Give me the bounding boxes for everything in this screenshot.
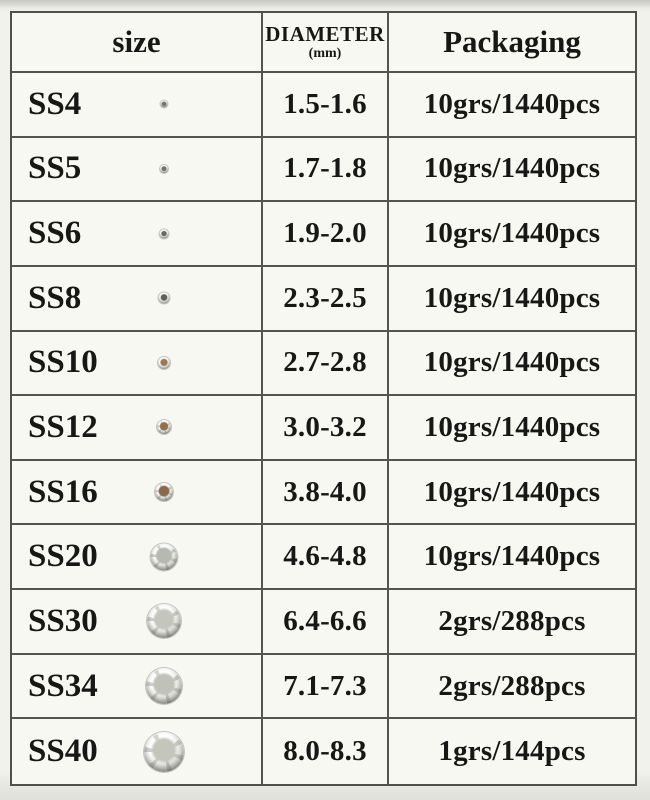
column-header-diameter-unit: (mm): [308, 45, 342, 61]
diameter-value: 6.4-6.6: [283, 604, 367, 637]
table-row-ss6-diameter-cell: [263, 202, 389, 267]
table-row-ss30-size-cell: [12, 590, 263, 655]
size-label: SS40: [28, 733, 98, 770]
table-row-ss40-packaging-cell: [389, 719, 635, 784]
diameter-value: 2.7-2.8: [283, 346, 367, 379]
table-row-ss20-diameter-cell: [263, 525, 389, 590]
diameter-value: 7.1-7.3: [283, 669, 367, 702]
rhinestone-icon: [160, 229, 169, 238]
table-row-ss20-size-cell: [12, 525, 263, 590]
column-header-size-label: size: [112, 24, 161, 59]
rhinestone-icon: [146, 668, 182, 704]
column-header-packaging: [389, 13, 635, 73]
table-row-ss8-packaging-cell: [389, 267, 635, 332]
size-label: SS12: [28, 408, 98, 445]
rhinestone-icon: [158, 357, 170, 369]
diameter-value: 2.3-2.5: [283, 281, 367, 314]
table-row-ss12-packaging-cell: [389, 396, 635, 461]
table-row-ss8-size-cell: [12, 267, 263, 332]
table-row-ss12-size-cell: [12, 396, 263, 461]
table-row-ss6-size-cell: [12, 202, 263, 267]
table-row-ss4-packaging-cell: [389, 73, 635, 138]
diameter-value: 4.6-4.8: [283, 540, 367, 573]
size-label: SS16: [28, 473, 98, 510]
diameter-value: 1.9-2.0: [283, 217, 367, 250]
size-label: SS20: [28, 538, 98, 575]
size-label: SS6: [28, 215, 82, 252]
rhinestone-icon: [144, 732, 184, 772]
rhinestone-icon: [155, 483, 173, 501]
table-row-ss5-packaging-cell: [389, 138, 635, 203]
packaging-value: 10grs/1440pcs: [423, 410, 601, 443]
packaging-value: 10grs/1440pcs: [423, 281, 601, 314]
packaging-value: 10grs/1440pcs: [423, 152, 601, 185]
table-row-ss6-packaging-cell: [389, 202, 635, 267]
table-row-ss10-size-cell: [12, 332, 263, 397]
table-row-ss40-diameter-cell: [263, 719, 389, 784]
table-row-ss8-diameter-cell: [263, 267, 389, 332]
rhinestone-icon: [160, 165, 168, 173]
rhinestone-icon: [157, 420, 171, 434]
size-label: SS8: [28, 279, 82, 316]
table-row-ss34-size-cell: [12, 655, 263, 720]
table-row-ss10-diameter-cell: [263, 332, 389, 397]
table-row-ss10-packaging-cell: [389, 332, 635, 397]
table-row-ss4-size-cell: [12, 73, 263, 138]
size-label: SS10: [28, 344, 98, 381]
diameter-value: 1.7-1.8: [283, 152, 367, 185]
rhinestone-icon: [161, 101, 168, 108]
packaging-value: 10grs/1440pcs: [423, 217, 601, 250]
table-row-ss34-packaging-cell: [389, 655, 635, 720]
table-row-ss30-diameter-cell: [263, 590, 389, 655]
table-row-ss16-size-cell: [12, 461, 263, 526]
table-row-ss30-packaging-cell: [389, 590, 635, 655]
packaging-value: 10grs/1440pcs: [423, 346, 601, 379]
column-header-diameter: [263, 13, 389, 73]
table-row-ss4-diameter-cell: [263, 73, 389, 138]
table-row-ss16-diameter-cell: [263, 461, 389, 526]
size-chart-table: [10, 11, 637, 786]
packaging-value: 10grs/1440pcs: [423, 87, 601, 120]
column-header-size: [12, 13, 263, 73]
scan-shadow: [0, 0, 650, 8]
table-row-ss40-size-cell: [12, 719, 263, 784]
column-header-packaging-label: Packaging: [443, 24, 581, 59]
table-row-ss5-size-cell: [12, 138, 263, 203]
column-header-diameter-label: DIAMETER: [265, 21, 385, 46]
size-label: SS34: [28, 667, 98, 704]
diameter-value: 8.0-8.3: [283, 735, 367, 768]
packaging-value: 2grs/288pcs: [438, 669, 586, 702]
size-label: SS4: [28, 85, 82, 122]
rhinestone-icon: [159, 293, 170, 304]
diameter-value: 3.0-3.2: [283, 410, 367, 443]
table-row-ss5-diameter-cell: [263, 138, 389, 203]
table-row-ss12-diameter-cell: [263, 396, 389, 461]
rhinestone-icon: [151, 543, 178, 570]
table-row-ss34-diameter-cell: [263, 655, 389, 720]
size-label: SS30: [28, 602, 98, 639]
packaging-value: 1grs/144pcs: [438, 735, 586, 768]
table-row-ss20-packaging-cell: [389, 525, 635, 590]
diameter-value: 1.5-1.6: [283, 87, 367, 120]
packaging-value: 2grs/288pcs: [438, 604, 586, 637]
packaging-value: 10grs/1440pcs: [423, 540, 601, 573]
packaging-value: 10grs/1440pcs: [423, 475, 601, 508]
table-row-ss16-packaging-cell: [389, 461, 635, 526]
rhinestone-icon: [147, 604, 181, 638]
size-label: SS5: [28, 150, 82, 187]
diameter-value: 3.8-4.0: [283, 475, 367, 508]
